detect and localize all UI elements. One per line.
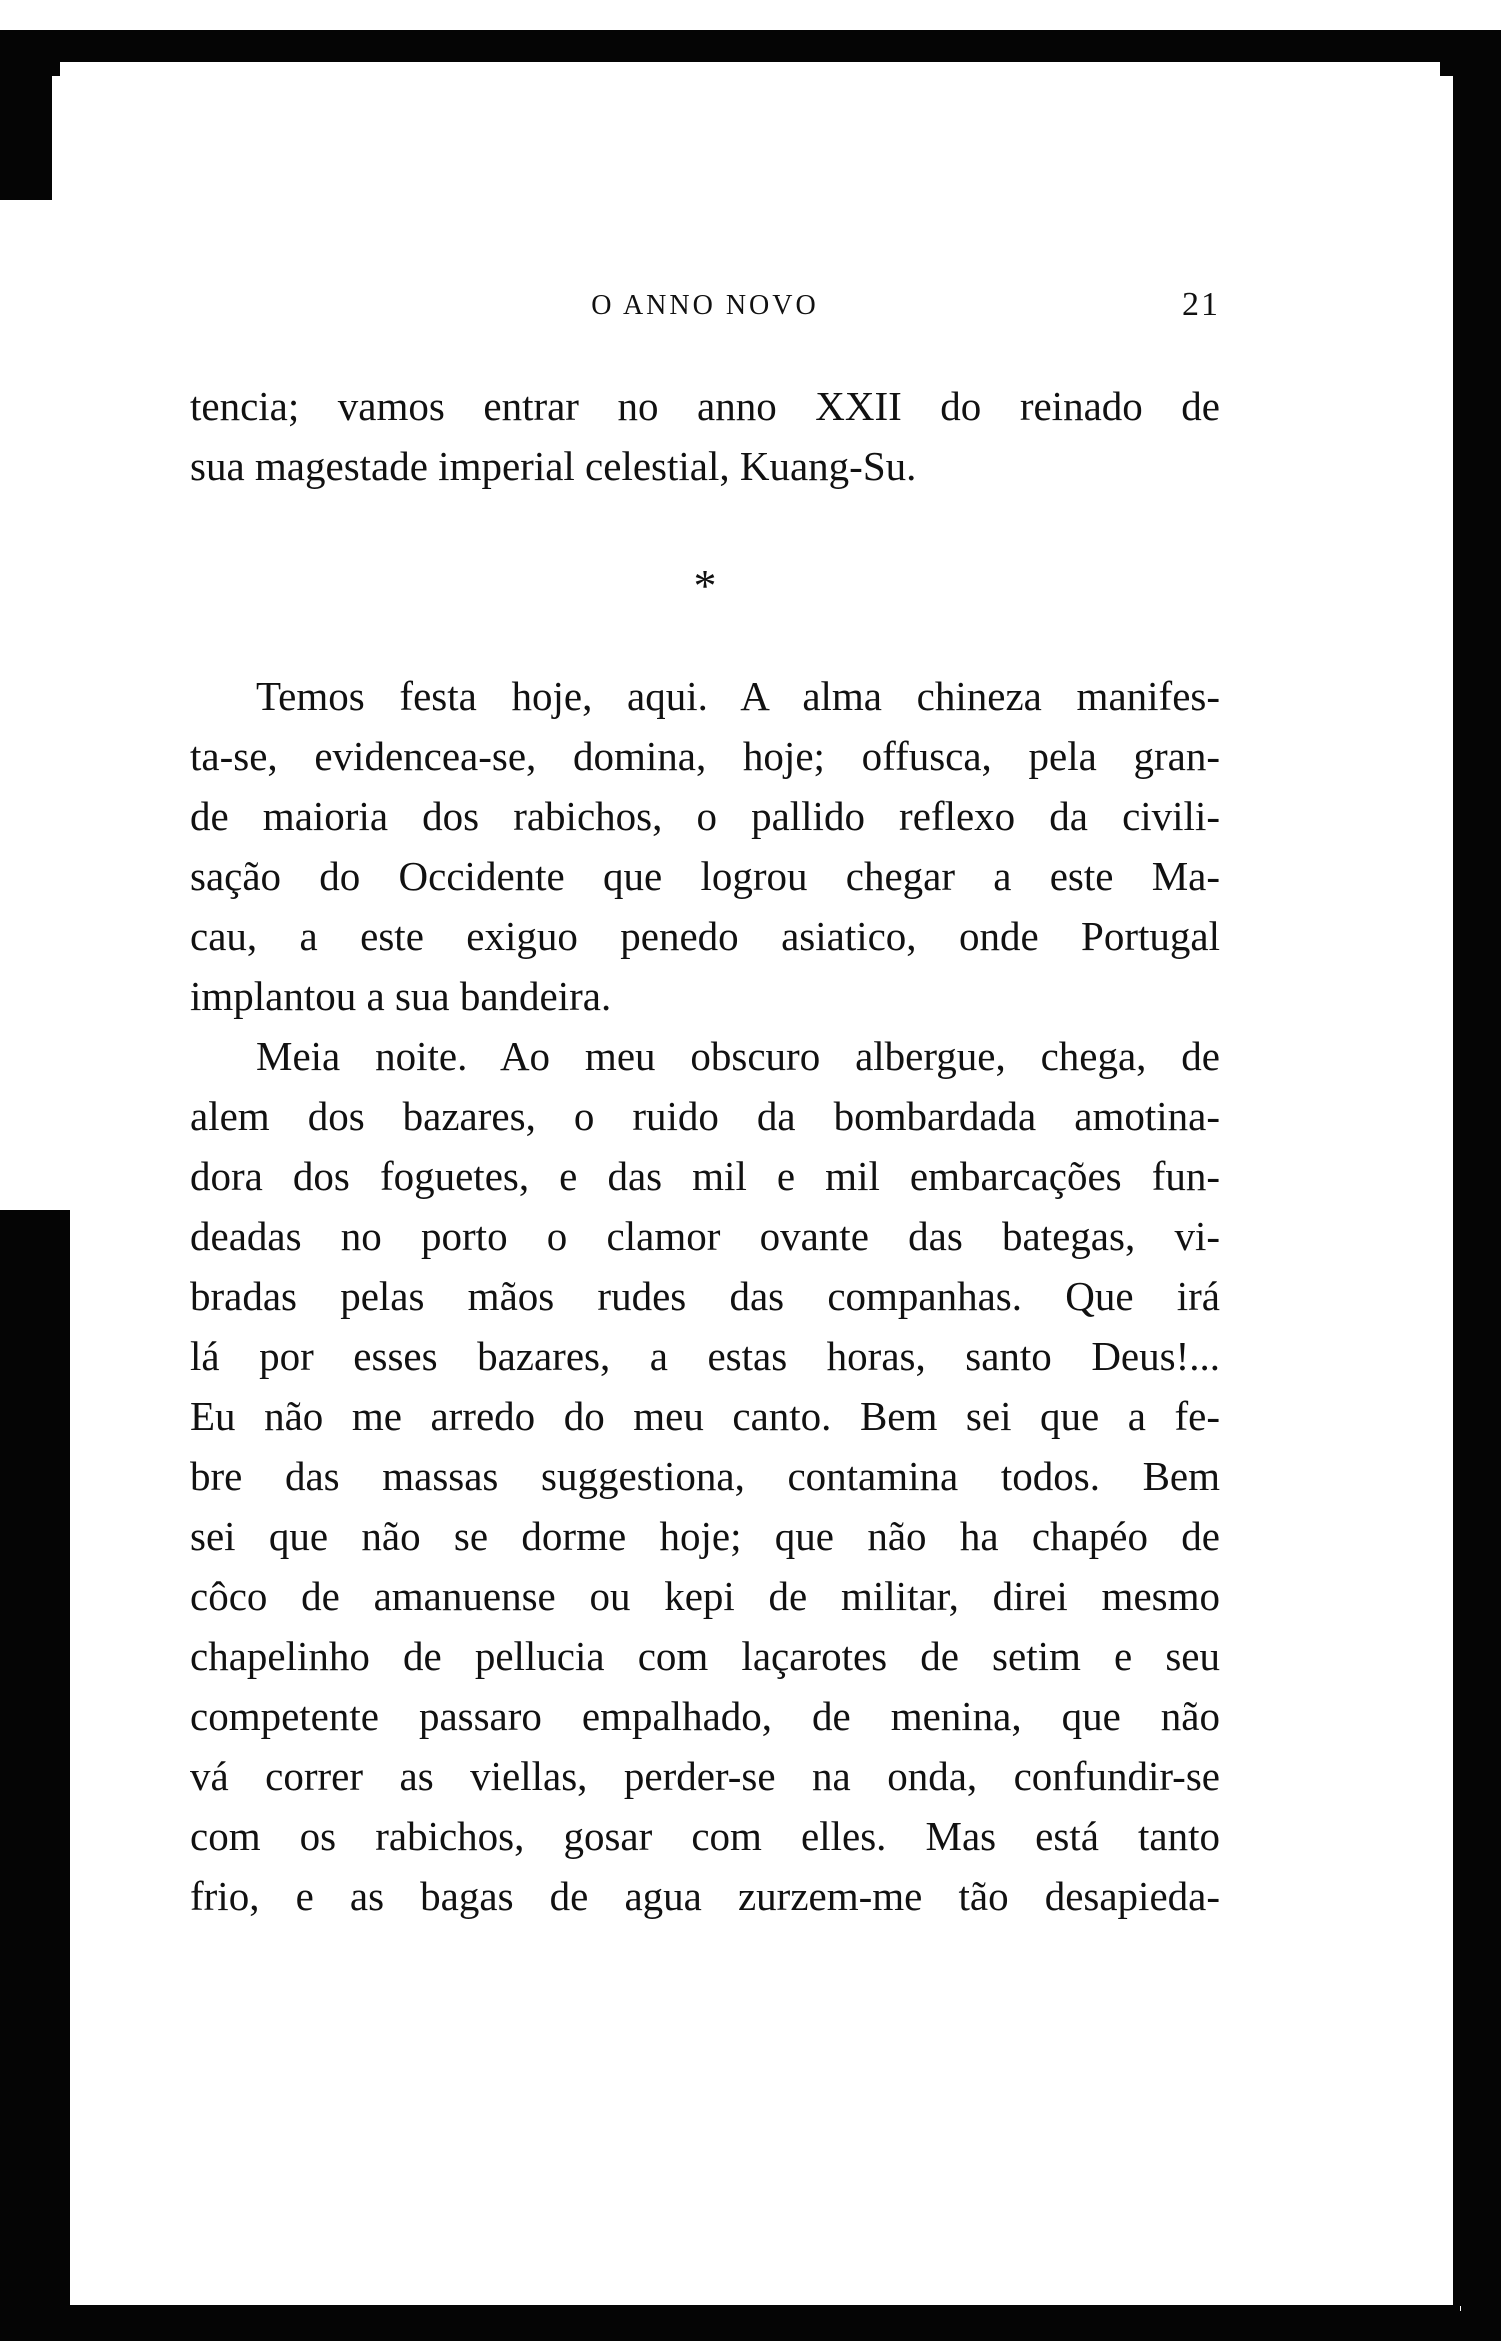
text-line: Meia noite. Ao meu obscuro albergue, chega, de [256, 1033, 1220, 1079]
text-line: tencia; vamos entrar no anno XXII do reinado de [190, 383, 1220, 429]
text-line: Eu não me arredo do meu canto. Bem sei que a fe- [190, 1393, 1220, 1439]
text-line: lá por esses bazares, a estas horas, santo Deus!... [190, 1333, 1220, 1379]
scan-border-left-lower [0, 1210, 70, 2341]
page-number: 21 [1182, 286, 1220, 323]
running-title: O ANNO NOVO [591, 290, 819, 321]
text-line: ta-se, evidencea-se, domina, hoje; offusca, pela gran- [190, 733, 1220, 779]
text-line: alem dos bazares, o ruido da bombardada amotina- [190, 1093, 1220, 1139]
scan-border-right-edge [1453, 76, 1461, 2306]
text-line: sação do Occidente que logrou chegar a este Ma- [190, 853, 1220, 899]
text-line: sua magestade imperial celestial, Kuang-Su. [190, 443, 917, 489]
text-line: côco de amanuense ou kepi de militar, direi mesmo [190, 1573, 1220, 1619]
text-line: bre das massas suggestiona, contamina todos. Bem [190, 1453, 1220, 1499]
text-line: bradas pelas mãos rudes das companhas. Que irá [190, 1273, 1220, 1319]
text-line: implantou a sua bandeira. [190, 973, 612, 1019]
scan-border-left-upper [0, 30, 52, 200]
scan-border-bottom [0, 2311, 1501, 2341]
text-line: com os rabichos, gosar com elles. Mas está tanto [190, 1813, 1220, 1859]
paragraph-2 [190, 666, 1220, 1026]
text-line: frio, e as bagas de agua zurzem-me tão desapieda- [190, 1873, 1220, 1919]
text-line: competente passaro empalhado, de menina, que não [190, 1693, 1220, 1739]
text-line: chapelinho de pellucia com laçarotes de setim e seu [190, 1633, 1220, 1679]
section-separator-asterisk: * [693, 560, 717, 611]
text-line: deadas no porto o clamor ovante das bategas, vi- [190, 1213, 1220, 1259]
text-line: dora dos foguetes, e das mil e mil embarcações fun- [190, 1153, 1220, 1199]
scan-border-right [1461, 30, 1501, 2341]
text-line: de maioria dos rabichos, o pallido reflexo da civili- [190, 793, 1220, 839]
paragraph-1 [190, 376, 1220, 496]
text-line: vá correr as viellas, perder-se na onda, confundir-se [190, 1753, 1220, 1799]
book-page [190, 280, 1220, 1926]
text-line: sei que não se dorme hoje; que não ha chapéo de [190, 1513, 1220, 1559]
text-line: Temos festa hoje, aqui. A alma chineza manifes- [256, 673, 1220, 719]
paragraph-3 [190, 1026, 1220, 1926]
scan-border-top-inner [60, 62, 1440, 76]
running-head [190, 280, 1220, 340]
text-line: cau, a este exiguo penedo asiatico, onde Portugal [190, 913, 1220, 959]
